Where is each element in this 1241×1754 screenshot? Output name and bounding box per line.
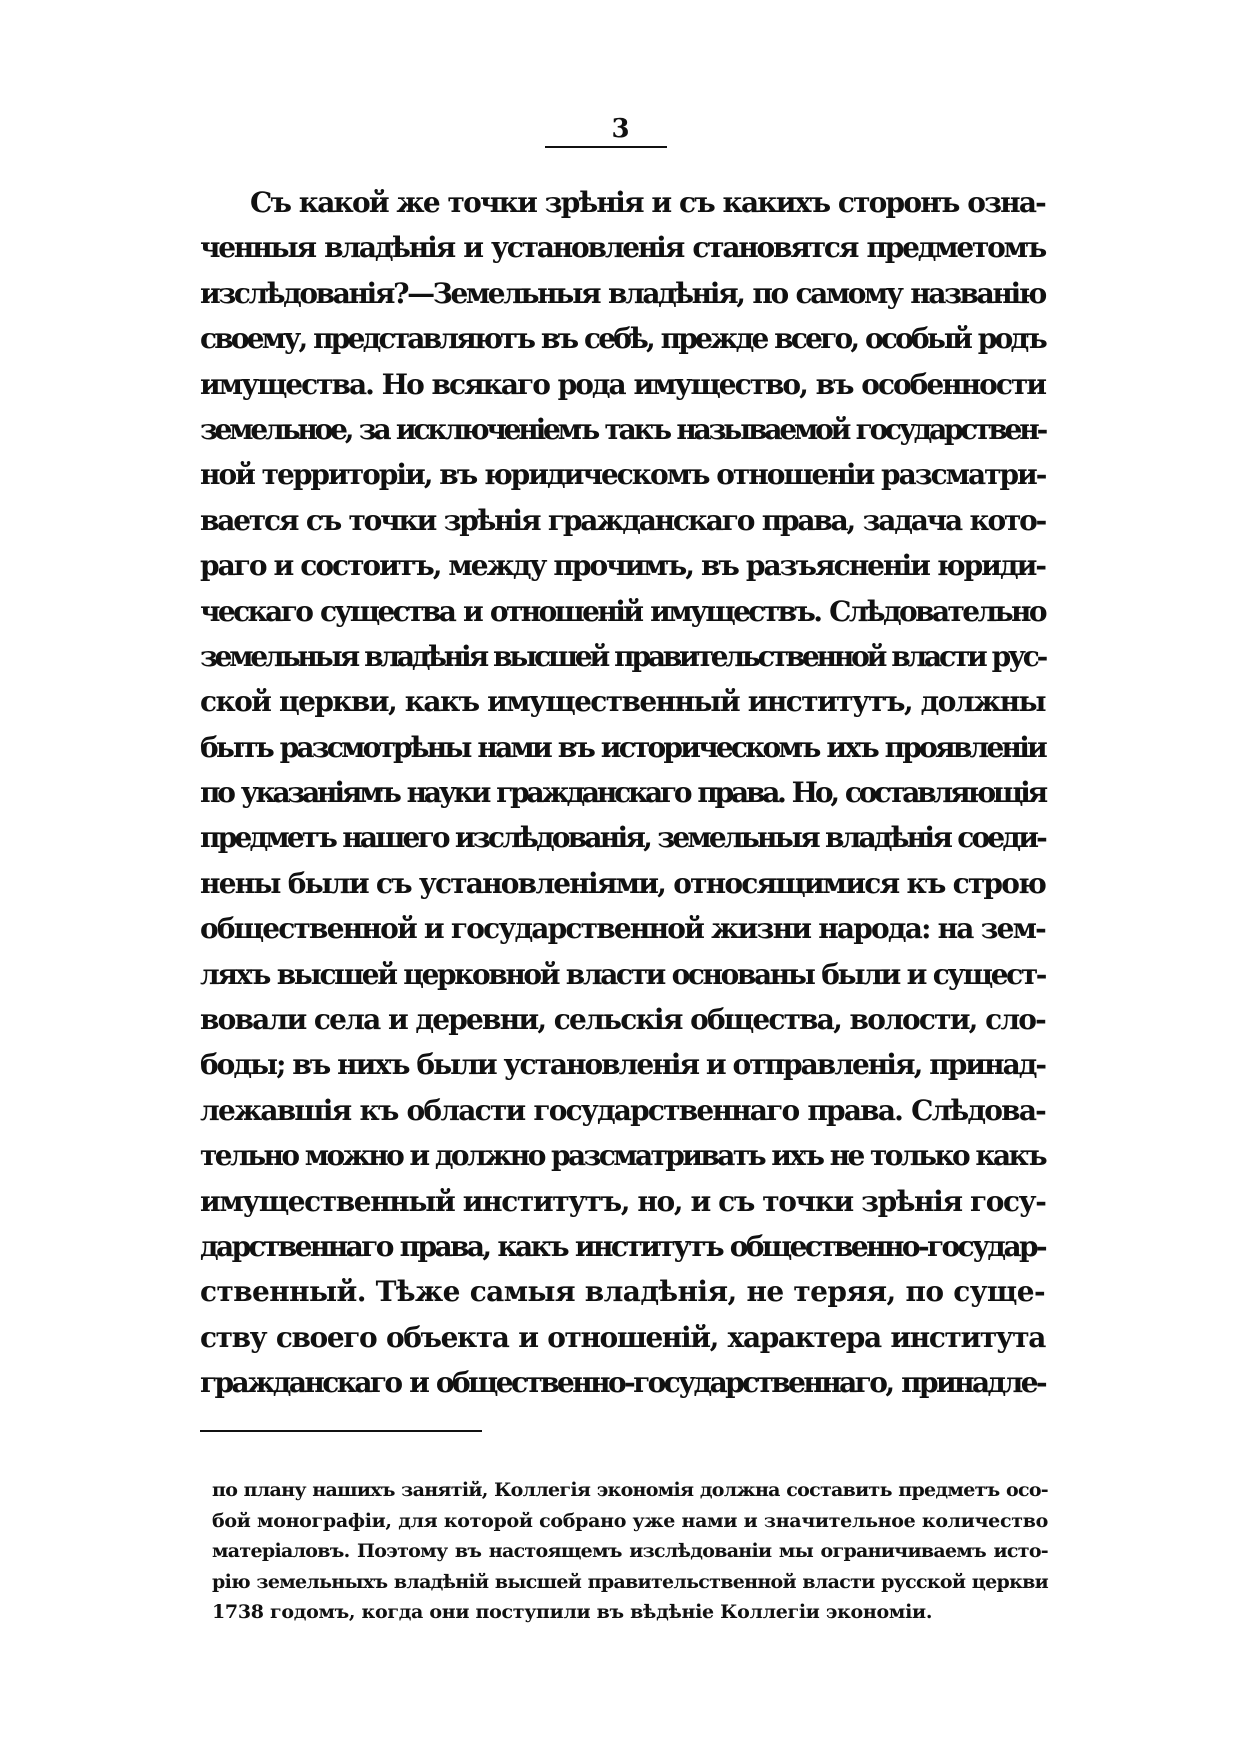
body-line: имущества. Но всякаго рода имущество, въ особенности [200, 367, 1045, 401]
body-line: ственный. Тѣже самыя владѣнія, не теряя, по суще- [200, 1275, 1045, 1309]
body-text [200, 180, 1045, 1406]
footnote-line: матеріаловъ. Поэтому въ настоящемъ изслѣдованіи мы ограничиваемъ исто- [212, 1540, 1048, 1563]
page-number-rule [545, 146, 667, 148]
footnote-text [212, 1475, 1048, 1628]
body-line: ченныя владѣнія и установленія становятся предметомъ [200, 231, 1045, 265]
body-line: ляхъ высшей церковной власти основаны были и сущест- [200, 957, 1045, 991]
body-line: ческаго существа и отношеній имуществъ. Слѣдовательно [200, 594, 1045, 628]
body-line: имущественный институтъ, но, и съ точки зрѣнія госу- [200, 1184, 1046, 1218]
footnote-line: 1738 годомъ, когда они поступили въ вѣдѣніе Коллегіи экономіи. [212, 1601, 933, 1624]
body-line: дарственнаго права, какъ институтъ общественно-государ- [200, 1229, 1045, 1263]
body-line: гражданскаго и общественно-государственнаго, принадле- [200, 1366, 1045, 1400]
body-line: изслѣдованія?—Земельныя владѣнія, по самому названію [200, 276, 1045, 310]
body-line: земельное, за исключеніемъ такъ называемой государствен- [200, 412, 1045, 446]
body-line: раго и состоитъ, между прочимъ, въ разъясненіи юриди- [200, 549, 1045, 583]
body-line: ской церкви, какъ имущественный институтъ, должны [200, 685, 1045, 719]
page-number: 3 [611, 114, 630, 144]
body-line: нены были съ установленіями, относящимися къ строю [200, 866, 1045, 900]
footnote-separator [200, 1430, 482, 1432]
body-line: своему, представляютъ въ себѣ, прежде всего, особый родъ [200, 322, 1045, 356]
body-line: боды; въ нихъ были установленія и отправленія, принад- [200, 1048, 1045, 1082]
body-line: предметъ нашего изслѣдованія, земельныя владѣнія соеди- [200, 821, 1045, 855]
body-line: Съ какой же точки зрѣнія и съ какихъ сторонъ озна- [250, 186, 1045, 219]
footnote-line: по плану нашихъ занятій, Коллегія экономія должна составить предметъ осо- [212, 1479, 1048, 1501]
body-line: земельныя владѣнія высшей правительственной власти рус- [200, 639, 1045, 673]
body-line: тельно можно и должно разсматривать ихъ не только какъ [200, 1139, 1045, 1173]
body-line: ной территоріи, въ юридическомъ отношеніи разсматри- [200, 458, 1046, 492]
body-line: лежавшія къ области государственнаго права. Слѣдова- [200, 1093, 1045, 1127]
body-line: по указаніямъ науки гражданскаго права. Но, составляющія [200, 776, 1045, 810]
body-line: вается съ точки зрѣнія гражданскаго права, задача кото- [200, 503, 1045, 537]
body-line: быть разсмотрѣны нами въ историческомъ ихъ проявленіи [200, 730, 1045, 764]
footnote-line: рію земельныхъ владѣній высшей правительственной власти русской церкви [212, 1570, 1048, 1593]
body-line: ству своего объекта и отношеній, характера института [200, 1320, 1045, 1354]
body-line: общественной и государственной жизни народа: на зем- [200, 912, 1045, 946]
footnote-line: бой монографіи, для которой собрано уже нами и значительное количество [212, 1509, 1048, 1532]
body-line: вовали села и деревни, сельскія общества, волости, сло- [200, 1003, 1045, 1037]
